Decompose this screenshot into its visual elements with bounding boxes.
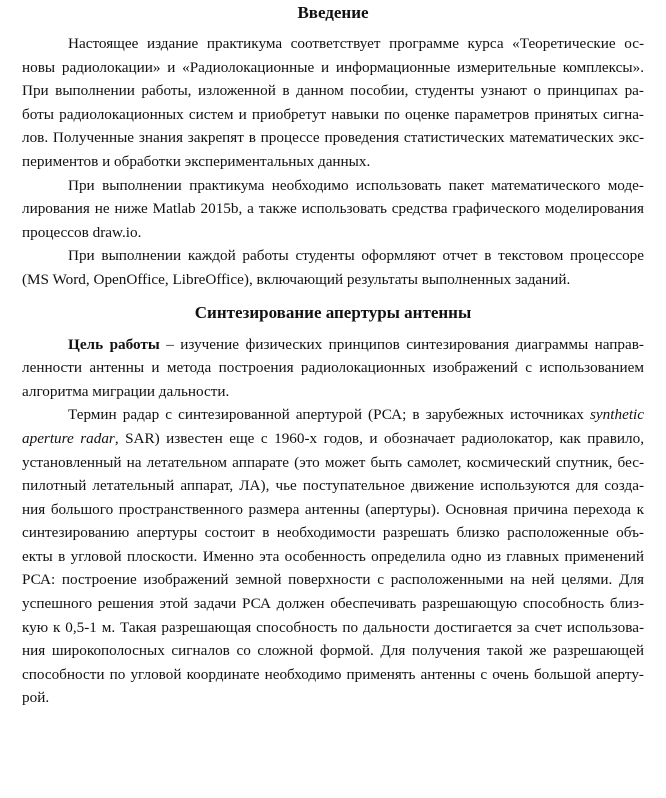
text-line: боты радиолокационных систем и приобретут навыки по оценке параметров принятых сигна- bbox=[22, 105, 644, 123]
text-line: РСА: построение изображений земной поверхности с расположенными на ней целями. Для bbox=[22, 571, 644, 589]
text-line: новы радиолокации» и «Радиолокационные и информационные измерительные комплексы». bbox=[22, 58, 644, 76]
text-line: периментов и обработки экспериментальных данных. bbox=[22, 152, 371, 170]
term-paragraph bbox=[22, 403, 644, 710]
text-line: лирования не ниже Matlab 2015b, а также использовать средства графического моделирования bbox=[22, 200, 644, 218]
text-line: (MS Word, OpenOffice, LibreOffice), включающий результаты выполненных заданий. bbox=[22, 270, 571, 288]
text-line: синтезированию апертуры состоит в необходимости разрешать близко расположенные объ- bbox=[22, 524, 644, 542]
text-line: При выполнении работы, изложенной в данном пособии, студенты узнают о принципах ра- bbox=[22, 82, 644, 100]
term-italic: aperture radar bbox=[22, 429, 115, 447]
text-line: рой. bbox=[22, 689, 50, 707]
intro-paragraph-2 bbox=[22, 174, 644, 245]
text-line: алгоритма миграции дальности. bbox=[22, 382, 230, 400]
text-line: успешного решения этой задачи РСА должен обеспечивать разрешающую способность близ- bbox=[22, 595, 644, 613]
goal-text: – изучение физических принципов синтезирования диаграммы направ- bbox=[159, 335, 644, 353]
page-title: Введение bbox=[297, 3, 369, 22]
text-line: лов. Полученные знания закрепят в процессе проведения статистических математических экс- bbox=[22, 129, 644, 147]
text-line bbox=[22, 403, 644, 427]
text-line: способности по угловой координате необходимо применять антенны с очень большой аперту- bbox=[22, 665, 644, 683]
text-line: пилотный летательный аппарат, ЛА), чье поступательное движение используются для созда- bbox=[22, 477, 644, 495]
text-line bbox=[22, 333, 644, 357]
term-text: Термин радар с синтезированной апертурой (РСА; в зарубежных источниках bbox=[68, 406, 591, 424]
section-title: Синтезирование апертуры антенны bbox=[194, 302, 472, 322]
text-line: При выполнении практикума необходимо использовать пакет математического моде- bbox=[68, 176, 644, 194]
text-line: кую к 0,5-1 м. Такая разрешающая способность по дальности достигается за счет использова- bbox=[22, 618, 644, 636]
term-text: , SAR) известен еще с 1960-х годов, и обозначает радиолокатор, как правило, bbox=[114, 429, 644, 447]
text-line: Настоящее издание практикума соответствует программе курса «Теоретические ос- bbox=[68, 35, 644, 52]
intro-paragraph-1 bbox=[22, 32, 644, 174]
text-line: ленности антенны и метода построения радиолокационных изображений с использованием bbox=[22, 359, 644, 377]
text-line: При выполнении каждой работы студенты оформляют отчет в текстовом процессоре bbox=[68, 247, 644, 265]
text-line: процессов draw.io. bbox=[22, 223, 142, 241]
text-line: установленный на летательном аппарате (это может быть самолет, космический спутник, бес- bbox=[22, 453, 644, 471]
text-line: ния большого пространственного размера антенны (апертуры). Основная причина перехода к bbox=[22, 500, 644, 518]
text-line bbox=[22, 427, 644, 451]
intro-paragraph-3 bbox=[22, 244, 644, 291]
text-line: ния широкополосных сигналов со сложной формой. Для получения такой же разрешающей bbox=[22, 642, 644, 660]
text-line: екты в угловой плоскости. Именно эта особенность определила одно из главных применений bbox=[22, 547, 644, 565]
term-italic: synthetic bbox=[590, 406, 644, 424]
goal-paragraph bbox=[22, 333, 644, 404]
goal-label: Цель работы bbox=[68, 335, 160, 353]
